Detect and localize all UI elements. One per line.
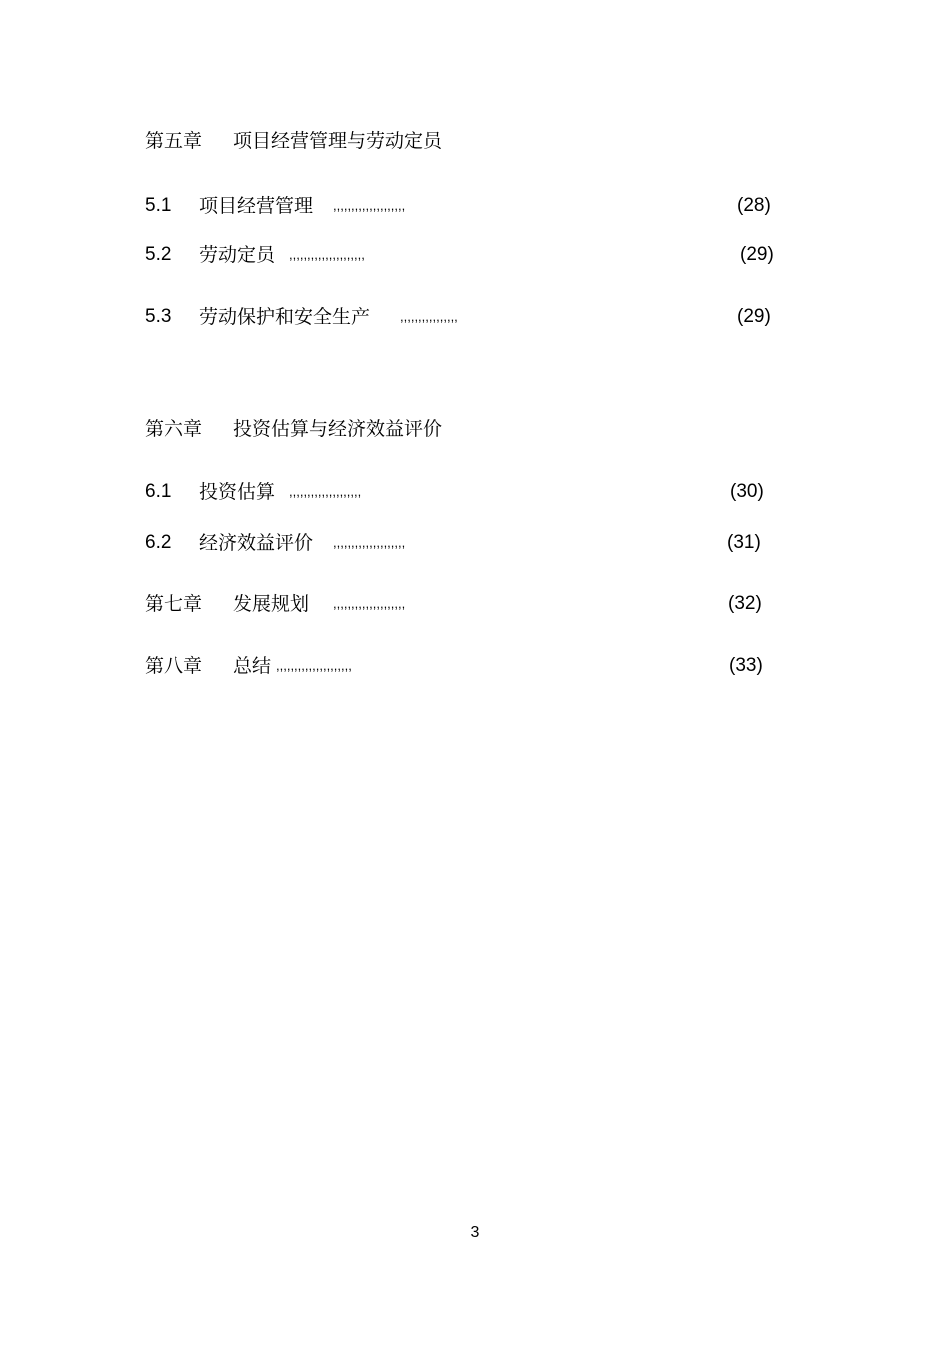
leader-dots: ,,,,,,,,,,,,,,,,,,,,: [333, 198, 406, 213]
chapter-title: 总结: [233, 655, 272, 677]
toc-chapter-6: [0, 414, 950, 444]
chapter-label: 第七章: [145, 593, 203, 615]
page-ref: (29): [737, 306, 771, 327]
leader-dots: ,,,,,,,,,,,,,,,,: [400, 309, 458, 324]
leader-dots: ,,,,,,,,,,,,,,,,,,,,: [289, 484, 362, 499]
leader-dots: ,,,,,,,,,,,,,,,,,,,,: [333, 596, 406, 611]
page-number: 3: [470, 1224, 480, 1241]
chapter-label: 第八章: [145, 655, 203, 677]
page-ref: (29): [740, 244, 774, 265]
section-number: 5.1: [145, 195, 172, 216]
leader-dots: ,,,,,,,,,,,,,,,,,,,,,: [276, 658, 352, 673]
toc-entry-6-2: [0, 528, 950, 558]
chapter-title: 发展规划: [233, 593, 310, 615]
section-number: 6.1: [145, 481, 172, 502]
section-title: 劳动定员: [199, 244, 276, 266]
page-ref: (30): [730, 481, 764, 502]
toc-entry-6-1: [0, 477, 950, 507]
toc-entry-5-2: [0, 240, 950, 270]
toc-chapter-8: [0, 651, 950, 681]
page-ref: (32): [728, 593, 762, 614]
chapter-label: 第六章: [145, 418, 203, 440]
toc-entry-5-1: [0, 191, 950, 221]
page-ref: (31): [727, 532, 761, 553]
chapter-title: 投资估算与经济效益评价: [233, 418, 443, 440]
chapter-label: 第五章: [145, 130, 203, 152]
page-ref: (28): [737, 195, 771, 216]
section-number: 5.2: [145, 244, 172, 265]
toc-chapter-7: [0, 589, 950, 619]
toc-chapter-5: [0, 126, 950, 156]
section-title: 经济效益评价: [199, 532, 314, 554]
section-title: 项目经营管理: [199, 195, 314, 217]
page-ref: (33): [729, 655, 763, 676]
leader-dots: ,,,,,,,,,,,,,,,,,,,,: [333, 535, 406, 550]
section-number: 6.2: [145, 532, 172, 553]
section-number: 5.3: [145, 306, 172, 327]
section-title: 投资估算: [199, 481, 276, 503]
section-title: 劳动保护和安全生产: [199, 306, 371, 328]
leader-dots: ,,,,,,,,,,,,,,,,,,,,,: [289, 247, 365, 262]
chapter-title: 项目经营管理与劳动定员: [233, 130, 443, 152]
toc-entry-5-3: [0, 302, 950, 332]
